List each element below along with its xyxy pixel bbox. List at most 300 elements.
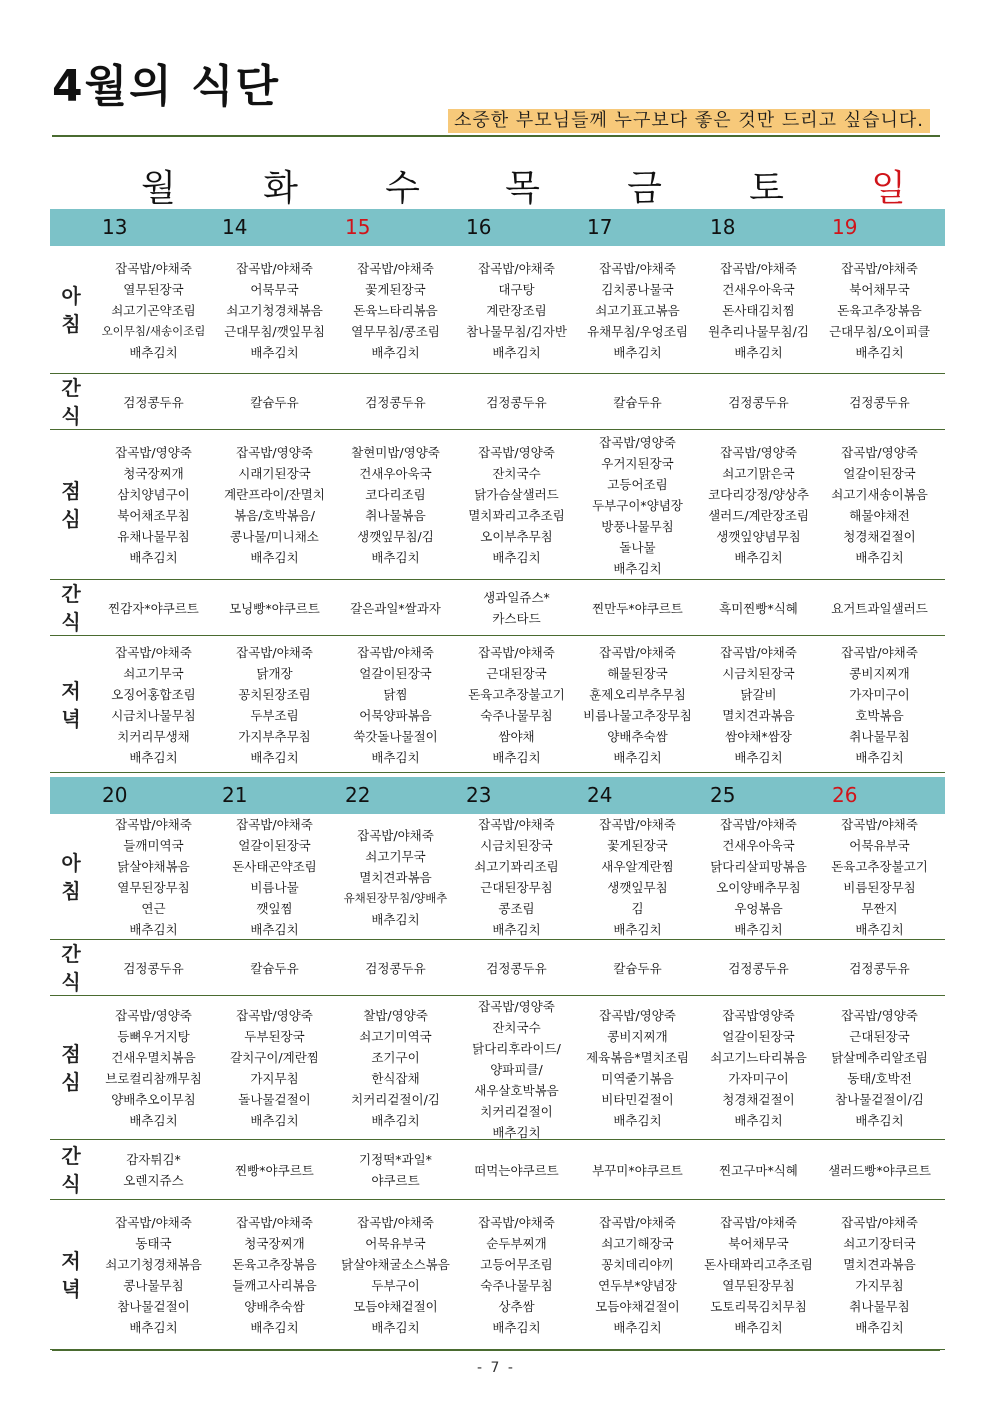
menu-item: 한식잡채 xyxy=(371,1071,420,1086)
menu-item: 돈육고추장볶음 xyxy=(232,1257,317,1272)
menu-cell xyxy=(214,442,335,568)
menu-item: 감자튀김* xyxy=(126,1152,181,1167)
menu-cell xyxy=(456,392,577,413)
menu-cell xyxy=(335,258,456,363)
menu-item: 연두부*양념장 xyxy=(598,1278,677,1293)
title-divider xyxy=(52,135,940,137)
menu-cell xyxy=(214,814,335,940)
menu-item: 배추김치 xyxy=(129,922,178,937)
menu-item: 계란장조림 xyxy=(486,303,547,318)
menu-cell xyxy=(819,598,940,619)
menu-cell xyxy=(335,1212,456,1338)
menu-item: 잡곡밥/야채죽 xyxy=(841,645,918,660)
menu-item: 돈사태곤약조림 xyxy=(232,859,317,874)
menu-cell xyxy=(93,258,214,363)
menu-item: 코다리조림 xyxy=(365,487,426,502)
menu-item: 샐러드빵*야쿠르트 xyxy=(828,1163,931,1178)
menu-item: 생깻잎양념무침 xyxy=(716,529,801,544)
menu-item: 배추김치 xyxy=(371,345,420,360)
menu-item: 검정콩두유 xyxy=(365,961,426,976)
menu-item: 쇠고기청경채볶음 xyxy=(105,1257,202,1272)
menu-item: 배추김치 xyxy=(613,1113,662,1128)
menu-item: 배추김치 xyxy=(371,550,420,565)
menu-item: 잡곡밥/야채죽 xyxy=(236,1215,313,1230)
menu-item: 멸치견과볶음 xyxy=(843,1257,916,1272)
menu-item: 배추김치 xyxy=(129,1320,178,1335)
menu-item: 잡곡밥/영양죽 xyxy=(478,999,555,1014)
menu-item: 비타민겉절이 xyxy=(601,1092,674,1107)
menu-item: 검정콩두유 xyxy=(486,395,547,410)
menu-item: 돈육고추장불고기 xyxy=(468,687,565,702)
date-label: 23 xyxy=(466,783,492,807)
menu-item: 멸치견과볶음 xyxy=(359,870,432,885)
menu-item: 야쿠르트 xyxy=(371,1173,420,1188)
menu-cell xyxy=(819,1160,940,1181)
menu-item: 치커리겉절이/김 xyxy=(351,1092,440,1107)
meal-label: 간 식 xyxy=(61,1144,81,1196)
menu-item: 칼슘두유 xyxy=(613,395,662,410)
menu-item: 청국장찌개 xyxy=(123,466,184,481)
menu-item: 양배추숙쌈 xyxy=(244,1299,305,1314)
menu-item: 취나물무침 xyxy=(849,1299,910,1314)
menu-item: 잡곡밥/야채죽 xyxy=(478,261,555,276)
menu-item: 샐러드/계란장조림 xyxy=(708,508,809,523)
menu-cell xyxy=(335,1005,456,1131)
menu-item: 배추김치 xyxy=(613,1320,662,1335)
menu-item: 원추리나물무침/김 xyxy=(708,324,809,339)
menu-item: 찐고구마*식혜 xyxy=(719,1163,798,1178)
menu-cell xyxy=(93,392,214,413)
menu-item: 돈사태김치찜 xyxy=(722,303,795,318)
menu-item: 모닝빵*야쿠르트 xyxy=(229,601,320,616)
menu-cell xyxy=(698,1212,819,1338)
menu-item: 들깨미역국 xyxy=(123,838,184,853)
menu-cell xyxy=(456,1212,577,1338)
weekday-1: 월 xyxy=(141,168,176,209)
page-title: 4월의 식단 xyxy=(52,61,280,112)
menu-item: 배추김치 xyxy=(855,550,904,565)
menu-item: 갈은과일*쌀과자 xyxy=(350,601,441,616)
weekday-7: 일 xyxy=(871,168,906,209)
menu-item: 꽁치된장조림 xyxy=(238,687,311,702)
menu-item: 검정콩두유 xyxy=(486,961,547,976)
menu-cell xyxy=(214,598,335,619)
menu-cell xyxy=(577,1005,698,1131)
menu-item: 닭살야채굴소스볶음 xyxy=(341,1257,450,1272)
menu-item: 김치콩나물국 xyxy=(601,282,674,297)
date-label: 20 xyxy=(102,783,128,807)
menu-item: 배추김치 xyxy=(129,550,178,565)
menu-item: 배추김치 xyxy=(129,345,178,360)
menu-item: 검정콩두유 xyxy=(123,395,184,410)
weekday-3: 수 xyxy=(385,168,420,209)
menu-cell xyxy=(456,814,577,940)
menu-item: 배추김치 xyxy=(492,750,541,765)
menu-item: 검정콩두유 xyxy=(365,395,426,410)
menu-item: 근대된장무침 xyxy=(480,880,553,895)
menu-item: 양배추오이무침 xyxy=(111,1092,196,1107)
menu-item: 가자미구이 xyxy=(728,1071,789,1086)
menu-item: 배추김치 xyxy=(734,550,783,565)
menu-item: 잡곡밥/영양죽 xyxy=(841,1008,918,1023)
menu-item: 찰밥/영양죽 xyxy=(363,1008,428,1023)
menu-item: 배추김치 xyxy=(250,345,299,360)
menu-item: 흑미찐빵*식혜 xyxy=(719,601,798,616)
menu-item: 취나물볶음 xyxy=(365,508,426,523)
menu-item: 우엉볶음 xyxy=(734,901,783,916)
menu-cell xyxy=(456,258,577,363)
menu-item: 배추김치 xyxy=(492,345,541,360)
menu-item: 배추김치 xyxy=(855,922,904,937)
menu-cell xyxy=(93,1212,214,1338)
menu-item: 참나물무침/김자반 xyxy=(466,324,567,339)
menu-cell xyxy=(335,442,456,568)
menu-item: 쇠고기무국 xyxy=(123,666,184,681)
menu-item: 오이무침/새송이조림 xyxy=(101,324,206,338)
menu-cell xyxy=(577,1212,698,1338)
menu-item: 우거지된장국 xyxy=(601,456,674,471)
menu-item: 숙주나물무침 xyxy=(480,1278,553,1293)
menu-item: 꽃게된장국 xyxy=(365,282,426,297)
menu-item: 찐감자*야쿠르트 xyxy=(108,601,199,616)
menu-cell xyxy=(93,814,214,940)
menu-item: 검정콩두유 xyxy=(728,961,789,976)
menu-item: 쇠고기표고볶음 xyxy=(595,303,680,318)
menu-item: 얼갈이된장국 xyxy=(238,838,311,853)
page-number: - 7 - xyxy=(477,1360,515,1376)
menu-cell xyxy=(819,958,940,979)
meal-label: 간 식 xyxy=(61,376,81,428)
menu-item: 근대무침/오이피클 xyxy=(829,324,930,339)
menu-item: 볶음/호박볶음/ xyxy=(234,508,315,523)
weekday-6: 토 xyxy=(749,168,784,209)
menu-item: 콩조림 xyxy=(498,901,535,916)
menu-cell xyxy=(819,1212,940,1338)
menu-item: 근대된장국 xyxy=(849,1029,910,1044)
menu-cell xyxy=(698,598,819,619)
menu-cell xyxy=(698,814,819,940)
menu-item: 코다리강정/양상추 xyxy=(708,487,809,502)
weekday-header xyxy=(50,160,945,209)
menu-item: 잡곡밥/야채죽 xyxy=(841,817,918,832)
week-date-band xyxy=(50,777,945,814)
menu-cell xyxy=(214,258,335,363)
menu-item: 오렌지쥬스 xyxy=(123,1173,184,1188)
menu-item: 잡곡밥/영양죽 xyxy=(236,445,313,460)
menu-item: 쇠고기새송이볶음 xyxy=(831,487,928,502)
menu-item: 닭다리후라이드/ xyxy=(472,1041,561,1056)
menu-item: 어묵양파볶음 xyxy=(359,708,432,723)
menu-item: 잡곡밥/야채죽 xyxy=(720,817,797,832)
page-subtitle: 소중한 부모님들께 누구보다 좋은 것만 드리고 싶습니다. xyxy=(448,109,930,133)
menu-cell xyxy=(577,258,698,363)
menu-cell xyxy=(698,258,819,363)
menu-item: 잡곡밥/야채죽 xyxy=(599,1215,676,1230)
menu-item: 얼갈이된장국 xyxy=(843,466,916,481)
menu-item: 잔치국수 xyxy=(492,1020,541,1035)
menu-item: 콩나물/미니채소 xyxy=(230,529,319,544)
menu-cell xyxy=(577,598,698,619)
menu-item: 제육볶음*멸치조림 xyxy=(586,1050,689,1065)
menu-item: 잡곡밥/야채죽 xyxy=(115,1215,192,1230)
menu-item: 쇠고기느타리볶음 xyxy=(710,1050,807,1065)
menu-item: 배추김치 xyxy=(129,750,178,765)
menu-item: 어묵유부국 xyxy=(365,1236,426,1251)
menu-item: 두부조림 xyxy=(250,708,299,723)
menu-item: 꽃게된장국 xyxy=(607,838,668,853)
menu-cell xyxy=(335,958,456,979)
menu-item: 김 xyxy=(631,901,644,916)
menu-item: 숙주나물무침 xyxy=(480,708,553,723)
meal-section xyxy=(50,814,945,940)
menu-item: 청경채겉절이 xyxy=(843,529,916,544)
menu-item: 배추김치 xyxy=(371,1113,420,1128)
menu-item: 돌나물 xyxy=(619,540,656,555)
menu-item: 쑥갓돌나물절이 xyxy=(353,729,438,744)
menu-item: 검정콩두유 xyxy=(123,961,184,976)
menu-cell xyxy=(93,598,214,619)
menu-item: 멸치견과볶음 xyxy=(722,708,795,723)
menu-item: 모듬야채겉절이 xyxy=(353,1299,438,1314)
menu-item: 방풍나물무침 xyxy=(601,519,674,534)
menu-item: 배추김치 xyxy=(613,750,662,765)
meal-section xyxy=(50,1140,945,1200)
menu-item: 계란프라이/잔멸치 xyxy=(224,487,325,502)
menu-item: 잡곡밥/야채죽 xyxy=(841,261,918,276)
menu-item: 배추김치 xyxy=(855,1320,904,1335)
menu-cell xyxy=(456,958,577,979)
menu-item: 깻잎찜 xyxy=(256,901,293,916)
menu-item: 브로컬리참깨무침 xyxy=(105,1071,202,1086)
menu-cell xyxy=(819,442,940,568)
menu-item: 훈제오리부추무침 xyxy=(589,687,686,702)
menu-cell xyxy=(819,258,940,363)
menu-item: 배추김치 xyxy=(613,345,662,360)
menu-item: 취나물무침 xyxy=(849,729,910,744)
menu-item: 멸치꽈리고추조림 xyxy=(468,508,565,523)
menu-item: 쇠고기무국 xyxy=(365,849,426,864)
week-date-band xyxy=(50,209,945,246)
menu-item: 순두부찌개 xyxy=(486,1236,547,1251)
menu-item: 잡곡밥/영양죽 xyxy=(841,445,918,460)
menu-item: 잡곡밥/야채죽 xyxy=(478,645,555,660)
menu-item: 배추김치 xyxy=(492,1320,541,1335)
meal-section xyxy=(50,374,945,430)
menu-item: 미역줄기볶음 xyxy=(601,1071,674,1086)
menu-item: 쇠고기꽈리조림 xyxy=(474,859,559,874)
menu-item: 잡곡밥/야채죽 xyxy=(720,261,797,276)
meal-section xyxy=(50,940,945,996)
menu-item: 참나물겉절이 xyxy=(117,1299,190,1314)
menu-item: 잡곡밥/야채죽 xyxy=(478,817,555,832)
menu-item: 잡곡밥/야채죽 xyxy=(357,1215,434,1230)
menu-item: 배추김치 xyxy=(371,1320,420,1335)
menu-item: 새우살호박볶음 xyxy=(474,1083,559,1098)
menu-cell xyxy=(93,1005,214,1131)
menu-cell xyxy=(456,1160,577,1181)
menu-cell xyxy=(577,814,698,940)
menu-cell xyxy=(335,825,456,930)
menu-item: 잡곡밥/야채죽 xyxy=(236,261,313,276)
menu-item: 동태/호박전 xyxy=(847,1071,912,1086)
menu-cell xyxy=(335,392,456,413)
menu-cell xyxy=(577,432,698,579)
menu-cell xyxy=(577,958,698,979)
menu-item: 배추김치 xyxy=(855,750,904,765)
menu-item: 참나물겉절이/김 xyxy=(835,1092,924,1107)
menu-item: 잡곡밥/야채죽 xyxy=(720,1215,797,1230)
menu-item: 삼치양념구이 xyxy=(117,487,190,502)
menu-item: 기정떡*과일* xyxy=(359,1152,432,1167)
menu-item: 배추김치 xyxy=(734,1320,783,1335)
menu-item: 배추김치 xyxy=(371,912,420,927)
menu-item: 생깻잎무침/김 xyxy=(357,529,434,544)
menu-item: 무짠지 xyxy=(861,901,898,916)
menu-item: 잡곡밥/야채죽 xyxy=(599,261,676,276)
weekday-5: 금 xyxy=(627,168,662,209)
menu-item: 잡곡밥/야채죽 xyxy=(115,261,192,276)
menu-item: 시금치된장국 xyxy=(722,666,795,681)
menu-item: 열무무침/콩조림 xyxy=(351,324,440,339)
menu-cell xyxy=(214,642,335,768)
menu-item: 찐만두*야쿠르트 xyxy=(592,601,683,616)
menu-item: 치커리무생채 xyxy=(117,729,190,744)
menu-item: 잡곡밥/야채죽 xyxy=(357,828,434,843)
menu-cell xyxy=(819,814,940,940)
meal-label: 저 녁 xyxy=(61,679,81,731)
menu-cell xyxy=(819,1005,940,1131)
menu-item: 닭찜 xyxy=(383,687,408,702)
menu-item: 돈육느타리볶음 xyxy=(353,303,438,318)
menu-cell xyxy=(93,958,214,979)
menu-cell xyxy=(335,598,456,619)
menu-item: 배추김치 xyxy=(129,1113,178,1128)
meal-section xyxy=(50,580,945,636)
menu-item: 가지무침 xyxy=(855,1278,904,1293)
menu-item: 잡곡밥/영양죽 xyxy=(599,1008,676,1023)
menu-item: 갈치구이/계란찜 xyxy=(230,1050,319,1065)
menu-cell xyxy=(93,642,214,768)
meal-label: 저 녁 xyxy=(61,1249,81,1301)
menu-item: 배추김치 xyxy=(855,345,904,360)
menu-cell xyxy=(698,1160,819,1181)
date-label: 24 xyxy=(587,783,613,807)
menu-cell xyxy=(456,587,577,629)
menu-item: 쇠고기청경채볶음 xyxy=(226,303,323,318)
menu-item: 잡곡밥/야채죽 xyxy=(115,645,192,660)
menu-item: 콩비지찌개 xyxy=(849,666,910,681)
menu-item: 쇠고기맑은국 xyxy=(722,466,795,481)
menu-item: 오징어홍합조림 xyxy=(111,687,196,702)
menu-item: 건새우멸치볶음 xyxy=(111,1050,196,1065)
menu-item: 연근 xyxy=(141,901,166,916)
menu-item: 고등어조림 xyxy=(607,477,668,492)
menu-item: 배추김치 xyxy=(250,1113,299,1128)
menu-item: 검정콩두유 xyxy=(849,395,910,410)
date-label: 14 xyxy=(222,215,248,239)
menu-item: 쌈야채 xyxy=(498,729,535,744)
menu-item: 칼슘두유 xyxy=(613,961,662,976)
menu-item: 쇠고기미역국 xyxy=(359,1029,432,1044)
menu-item: 도토리묵김치무침 xyxy=(710,1299,807,1314)
menu-item: 꽁치데리야끼 xyxy=(601,1257,674,1272)
menu-item: 조기구이 xyxy=(371,1050,420,1065)
menu-item: 쇠고기해장국 xyxy=(601,1236,674,1251)
menu-item: 배추김치 xyxy=(734,1113,783,1128)
menu-item: 잡곡밥/영양죽 xyxy=(478,445,555,460)
menu-item: 잡곡밥영양죽 xyxy=(722,1008,795,1023)
menu-item: 배추김치 xyxy=(250,922,299,937)
menu-item: 닭다리살피망볶음 xyxy=(710,859,807,874)
date-label: 22 xyxy=(345,783,371,807)
menu-item: 새우알계란찜 xyxy=(601,859,674,874)
menu-item: 배추김치 xyxy=(250,550,299,565)
menu-item: 시금치된장국 xyxy=(480,838,553,853)
menu-item: 근대무침/깻잎무침 xyxy=(224,324,325,339)
menu-cell xyxy=(577,1160,698,1181)
menu-item: 호박볶음 xyxy=(855,708,904,723)
menu-item: 잡곡밥/야채죽 xyxy=(599,817,676,832)
menu-cell xyxy=(93,1149,214,1191)
menu-item: 닭갈비 xyxy=(740,687,777,702)
menu-item: 두부구이*양념장 xyxy=(592,498,683,513)
date-label: 16 xyxy=(466,215,492,239)
menu-item: 얼갈이된장국 xyxy=(359,666,432,681)
menu-item: 돈육고추장볶음 xyxy=(837,303,922,318)
menu-item: 돌나물겉절이 xyxy=(238,1092,311,1107)
menu-cell xyxy=(335,1149,456,1191)
menu-item: 찰현미밥/영양죽 xyxy=(351,445,440,460)
menu-item: 양배추숙쌈 xyxy=(607,729,668,744)
menu-item: 어묵무국 xyxy=(250,282,299,297)
menu-item: 부꾸미*야쿠르트 xyxy=(592,1163,683,1178)
menu-cell xyxy=(698,642,819,768)
menu-item: 배추김치 xyxy=(613,922,662,937)
menu-item: 근대된장국 xyxy=(486,666,547,681)
menu-item: 떠먹는야쿠르트 xyxy=(474,1163,559,1178)
meal-label: 점 심 xyxy=(61,479,81,531)
menu-item: 쇠고기곤약조림 xyxy=(111,303,196,318)
meal-section xyxy=(50,636,945,773)
menu-item: 잡곡밥/야채죽 xyxy=(599,645,676,660)
menu-item: 건새우아욱국 xyxy=(359,466,432,481)
menu-item: 콩비지찌개 xyxy=(607,1029,668,1044)
bottom-divider xyxy=(52,1349,940,1351)
date-label: 21 xyxy=(222,783,248,807)
menu-cell xyxy=(214,392,335,413)
menu-cell xyxy=(214,1005,335,1131)
menu-item: 청경채겉절이 xyxy=(722,1092,795,1107)
menu-cell xyxy=(335,642,456,768)
menu-item: 배추김치 xyxy=(371,750,420,765)
menu-item: 콩나물무침 xyxy=(123,1278,184,1293)
menu-item: 배추김치 xyxy=(492,1125,541,1140)
menu-item: 배추김치 xyxy=(734,345,783,360)
menu-cell xyxy=(698,442,819,568)
menu-item: 잡곡밥/야채죽 xyxy=(236,817,313,832)
meal-label: 점 심 xyxy=(61,1042,81,1094)
date-label: 26 xyxy=(832,783,858,807)
menu-item: 가지무침 xyxy=(250,1071,299,1086)
menu-cell xyxy=(214,1212,335,1338)
menu-item: 배추김치 xyxy=(492,922,541,937)
menu-item: 치커리겉절이 xyxy=(480,1104,553,1119)
menu-item: 대구탕 xyxy=(498,282,535,297)
menu-item: 비름나물 xyxy=(250,880,299,895)
menu-item: 잡곡밥/야채죽 xyxy=(115,817,192,832)
menu-item: 잡곡밥/영양죽 xyxy=(115,445,192,460)
menu-item: 북어채무국 xyxy=(849,282,910,297)
